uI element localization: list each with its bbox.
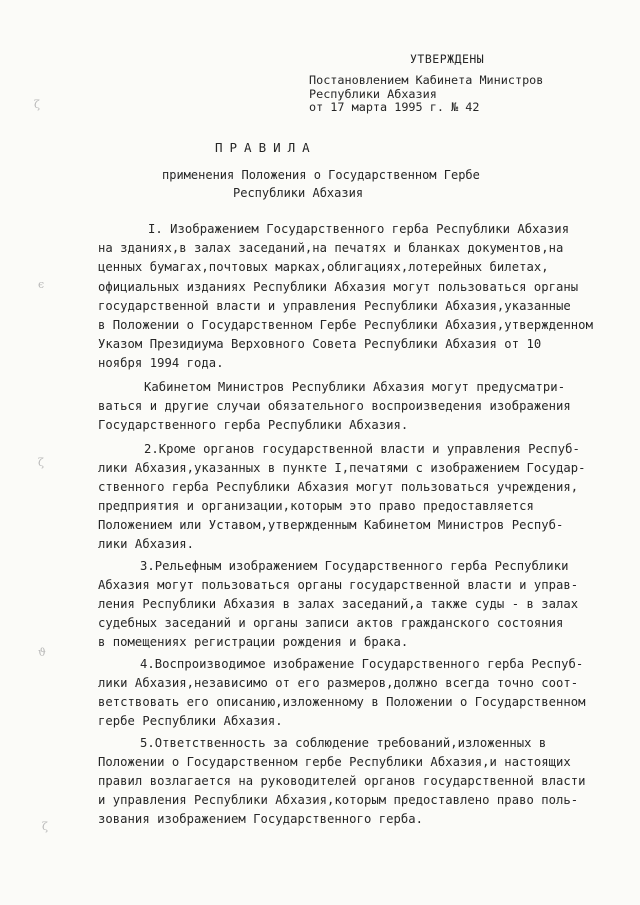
text-line: ветствовать его описанию,изложенному в Положении о Государственном <box>98 695 586 709</box>
text-line: государственной власти и управления Республики Абхазия,указанные <box>98 299 571 313</box>
text-line: предприятия и организации,которым это право предоставляется <box>98 499 534 513</box>
text-line: Государственного герба Республики Абхазия. <box>98 418 409 432</box>
approved-label: УТВЕРЖДЕНЫ <box>410 52 485 66</box>
title-subtitle: применения Положения о Государственном Гербе <box>162 168 480 182</box>
decree-line: от 17 марта 1995 г. № 42 <box>309 100 480 114</box>
text-line: Положении о Государственном гербе Республики Абхазия,и настоящих <box>98 755 571 769</box>
text-line: ценных бумагах,почтовых марках,облигациях,лотерейных билетах, <box>98 260 549 274</box>
margin-mark-icon: ϑ <box>38 646 46 659</box>
text-line: Указом Президиума Верховного Совета Республики Абхазия от 10 <box>98 337 542 351</box>
decree-line: Постановлением Кабинета Министров <box>309 73 544 87</box>
text-line: 5.Ответственность за соблюдение требований,изложенных в <box>140 736 547 750</box>
text-line: лики Абхазия,независимо от его размеров,должно всегда точно соот- <box>98 676 579 690</box>
text-line: правил возлагается на руководителей органов государственной власти <box>98 774 586 788</box>
decree-line: Республики Абхазия <box>309 86 437 101</box>
margin-mark-icon: ζ <box>34 98 40 111</box>
text-line: официальных изданиях Республики Абхазия могут пользоваться органы <box>98 280 579 294</box>
margin-mark-icon: ζ <box>42 820 48 833</box>
text-line: судебных заседаний и органы записи актов гражданского состояния <box>98 616 564 630</box>
text-line: ноября 1994 года. <box>98 356 224 370</box>
text-line: зования изображением Государственного герба. <box>98 812 424 826</box>
text-line: Кабинетом Министров Республики Абхазия могут предусматри- <box>144 380 566 394</box>
text-line: гербе Республики Абхазия. <box>98 714 283 728</box>
title-subtitle: Республики Абхазия <box>233 186 364 200</box>
text-line: I. Изображением Государственного герба Республики Абхазия <box>148 222 570 236</box>
text-line: ственного герба Республики Абхазия могут пользоваться учреждения, <box>98 480 579 494</box>
text-line: Положением или Уставом,утвержденным Кабинетом Министров Респуб- <box>98 518 564 532</box>
text-line: лики Абхазия,указанных в пункте I,печатями с изображением Государ- <box>98 461 586 475</box>
text-line: на зданиях,в залах заседаний,на печатях и бланках документов,на <box>98 241 564 255</box>
text-line: 4.Воспроизводимое изображение Государственного герба Респуб- <box>140 657 584 671</box>
margin-mark-icon: ζ <box>38 456 44 469</box>
title-main: ПРАВИЛА <box>215 140 317 155</box>
text-line: Абхазия могут пользоваться органы государственной власти и управ- <box>98 578 579 592</box>
text-line: 3.Рельефным изображением Государственного герба Республики <box>140 559 569 573</box>
margin-mark-icon: ϵ <box>38 278 45 291</box>
text-line: ления Республики Абхазия в залах заседаний,а также суды - в залах <box>98 597 579 611</box>
text-line: в помещениях регистрации рождения и брака. <box>98 635 409 649</box>
text-line: в Положении о Государственном Гербе Республики Абхазия,утвержденном <box>98 318 593 332</box>
text-line: 2.Кроме органов государственной власти и управления Респуб- <box>144 442 580 456</box>
text-line: ваться и другие случаи обязательного воспроизведения изображения <box>98 399 571 413</box>
text-line: и управления Республики Абхазия,которым предоставлено право поль- <box>98 793 579 807</box>
text-line: лики Абхазия. <box>98 537 195 551</box>
